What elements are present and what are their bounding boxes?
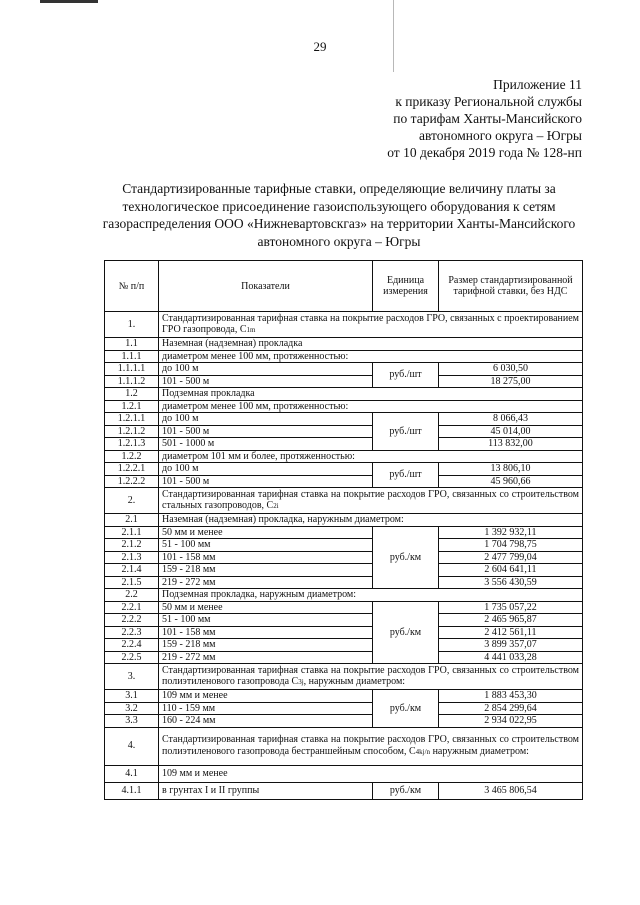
row-text: 110 - 159 мм (159, 702, 373, 715)
row-text: Наземная (надземная) прокладка, наружным диаметром: (159, 514, 583, 527)
row-text: диаметром 101 мм и более, протяженностью: (159, 450, 583, 463)
table-row (105, 564, 583, 577)
row-text: 159 - 218 мм (159, 639, 373, 652)
row-text: 101 - 158 мм (159, 551, 373, 564)
row-text (159, 488, 583, 514)
row-text (159, 664, 583, 690)
table-row (105, 727, 583, 765)
row-value: 2 604 641,11 (439, 564, 583, 577)
row-text: до 100 м (159, 463, 373, 476)
row-value: 2 934 022,95 (439, 715, 583, 728)
row-text-sub: 2i (273, 502, 279, 510)
row-text-after: наружным диаметром: (430, 745, 529, 757)
appendix-line: к приказу Региональной службы (395, 94, 582, 109)
table-row (105, 782, 583, 799)
row-num: 2.2.1 (105, 601, 159, 614)
row-text: диаметром менее 100 мм, протяженностью: (159, 350, 583, 363)
row-text: 109 мм и менее (159, 765, 583, 782)
table-row (105, 765, 583, 782)
row-value: 3 556 430,59 (439, 576, 583, 589)
scan-mark (40, 0, 98, 3)
row-num: 1.2.2.2 (105, 475, 159, 488)
table-row (105, 388, 583, 401)
table-row (105, 450, 583, 463)
table-row (105, 626, 583, 639)
row-text: 101 - 500 м (159, 475, 373, 488)
row-unit: руб./шт (373, 363, 439, 388)
table-row (105, 488, 583, 514)
row-value: 6 030,50 (439, 363, 583, 376)
document-title: Стандартизированные тарифные ставки, определяющие величину платы за технологическое присоединение газоиспользующего оборудования к сетям газораспределения ООО «Нижневартовскгаз» на территории Ханты-Мансийского автономного округа – Югры (102, 181, 576, 249)
row-num: 4. (105, 727, 159, 765)
row-text: 101 - 500 м (159, 425, 373, 438)
table-row (105, 526, 583, 539)
row-value: 2 465 965,87 (439, 614, 583, 627)
row-text (159, 727, 583, 765)
row-text: 159 - 218 мм (159, 564, 373, 577)
row-text: до 100 м (159, 363, 373, 376)
page-number: 29 (313, 39, 327, 54)
appendix-line: по тарифам Ханты-Мансийского (393, 111, 582, 126)
row-num: 2.2.4 (105, 639, 159, 652)
row-unit: руб./шт (373, 463, 439, 488)
row-value: 1 735 057,22 (439, 601, 583, 614)
header-unit: Единица измерения (373, 261, 439, 312)
row-value: 3 899 357,07 (439, 639, 583, 652)
row-text: 109 мм и менее (159, 690, 373, 703)
row-num: 2. (105, 488, 159, 514)
header-num: № п/п (105, 261, 159, 312)
table-row (105, 702, 583, 715)
table-row (105, 312, 583, 338)
table-row (105, 338, 583, 351)
row-text-sub: 4kj/n (415, 747, 431, 756)
row-text-sub: 1m (246, 326, 256, 334)
table-row (105, 514, 583, 527)
row-num: 1.2 (105, 388, 159, 401)
scan-mark (393, 0, 394, 72)
row-num: 1. (105, 312, 159, 338)
row-num: 3.2 (105, 702, 159, 715)
row-num: 2.1 (105, 514, 159, 527)
row-text: 50 мм и менее (159, 601, 373, 614)
row-text: Наземная (надземная) прокладка (159, 338, 583, 351)
row-value: 13 806,10 (439, 463, 583, 476)
row-text: в грунтах I и II группы (159, 782, 373, 799)
row-text-main: Стандартизированная тарифная ставка на покрытие расходов ГРО, связанных со строительством полиэтиленового газопровода С (162, 664, 579, 687)
row-num: 2.1.1 (105, 526, 159, 539)
row-value: 1 883 453,30 (439, 690, 583, 703)
row-text: 101 - 158 мм (159, 626, 373, 639)
row-value: 45 014,00 (439, 425, 583, 438)
row-text: до 100 м (159, 413, 373, 426)
row-num: 1.1.1 (105, 350, 159, 363)
row-text: 219 - 272 мм (159, 576, 373, 589)
row-text: 51 - 100 мм (159, 539, 373, 552)
row-text-main: Стандартизированная тарифная ставка на покрытие расходов ГРО, связанных со строительством стальных газопроводов, С (162, 488, 579, 511)
row-text-after: , наружным диаметром: (303, 676, 406, 687)
row-text-sub: 3j (298, 678, 304, 686)
table-row (105, 413, 583, 426)
appendix-line: автономного округа – Югры (419, 128, 582, 143)
table-row (105, 363, 583, 376)
row-text: Подземная прокладка (159, 388, 583, 401)
row-value: 1 704 798,75 (439, 539, 583, 552)
header-size: Размер стандартизированной тарифной ставки, без НДС (439, 261, 583, 312)
row-num: 1.2.2.1 (105, 463, 159, 476)
row-num: 2.2.2 (105, 614, 159, 627)
appendix-line: от 10 декабря 2019 года № 128-нп (387, 145, 582, 160)
row-unit: руб./км (373, 782, 439, 799)
row-num: 1.2.1.3 (105, 438, 159, 451)
row-num: 3.1 (105, 690, 159, 703)
table-row (105, 438, 583, 451)
row-value: 113 832,00 (439, 438, 583, 451)
row-num: 4.1 (105, 765, 159, 782)
row-value: 45 960,66 (439, 475, 583, 488)
row-num: 1.2.1.2 (105, 425, 159, 438)
row-num: 1.1.1.1 (105, 363, 159, 376)
row-text-main: Стандартизированная тарифная ставка на покрытие расходов ГРО, связанных со строительством полиэтиленового газопровода бестраншейным способом, С (162, 734, 579, 757)
table-row (105, 551, 583, 564)
row-value: 2 412 561,11 (439, 626, 583, 639)
row-num: 1.2.1 (105, 400, 159, 413)
row-text: 219 - 272 мм (159, 651, 373, 664)
row-num: 2.1.5 (105, 576, 159, 589)
table-row (105, 589, 583, 602)
row-text (159, 312, 583, 338)
table-row (105, 425, 583, 438)
row-num: 3. (105, 664, 159, 690)
row-text-main: Стандартизированная тарифная ставка на покрытие расходов ГРО, связанных с проектированием ГРО газопровода, С (162, 312, 579, 335)
table-row (105, 715, 583, 728)
row-unit: руб./км (373, 601, 439, 664)
table-row (105, 614, 583, 627)
row-num: 4.1.1 (105, 782, 159, 799)
table-row (105, 601, 583, 614)
tariff-table (104, 260, 583, 800)
row-num: 1.2.2 (105, 450, 159, 463)
row-value: 2 854 299,64 (439, 702, 583, 715)
row-text: 101 - 500 м (159, 375, 373, 388)
row-text: 501 - 1000 м (159, 438, 373, 451)
table-row (105, 664, 583, 690)
row-unit: руб./км (373, 526, 439, 589)
appendix-header (387, 76, 582, 161)
table-row (105, 651, 583, 664)
row-value: 18 275,00 (439, 375, 583, 388)
row-value: 1 392 932,11 (439, 526, 583, 539)
row-value: 3 465 806,54 (439, 782, 583, 799)
row-num: 1.1.1.2 (105, 375, 159, 388)
row-num: 2.1.3 (105, 551, 159, 564)
row-num: 2.1.4 (105, 564, 159, 577)
row-num: 3.3 (105, 715, 159, 728)
row-num: 2.2.5 (105, 651, 159, 664)
table-row (105, 375, 583, 388)
table-row (105, 576, 583, 589)
table-header-row (105, 261, 583, 312)
header-indicator: Показатели (159, 261, 373, 312)
row-unit: руб./шт (373, 413, 439, 451)
row-num: 1.1 (105, 338, 159, 351)
row-unit: руб./км (373, 690, 439, 728)
row-text: Подземная прокладка, наружным диаметром: (159, 589, 583, 602)
table-row (105, 463, 583, 476)
row-num: 1.2.1.1 (105, 413, 159, 426)
row-value: 8 066,43 (439, 413, 583, 426)
row-text: 160 - 224 мм (159, 715, 373, 728)
row-num: 2.2.3 (105, 626, 159, 639)
table-row (105, 639, 583, 652)
table-row (105, 400, 583, 413)
appendix-line: Приложение 11 (493, 77, 582, 92)
row-num: 2.1.2 (105, 539, 159, 552)
row-text: диаметром менее 100 мм, протяженностью: (159, 400, 583, 413)
row-text: 50 мм и менее (159, 526, 373, 539)
table-row (105, 690, 583, 703)
row-num: 2.2 (105, 589, 159, 602)
table-row (105, 350, 583, 363)
table-row (105, 475, 583, 488)
row-value: 4 441 033,28 (439, 651, 583, 664)
table-row (105, 539, 583, 552)
row-text: 51 - 100 мм (159, 614, 373, 627)
row-value: 2 477 799,04 (439, 551, 583, 564)
